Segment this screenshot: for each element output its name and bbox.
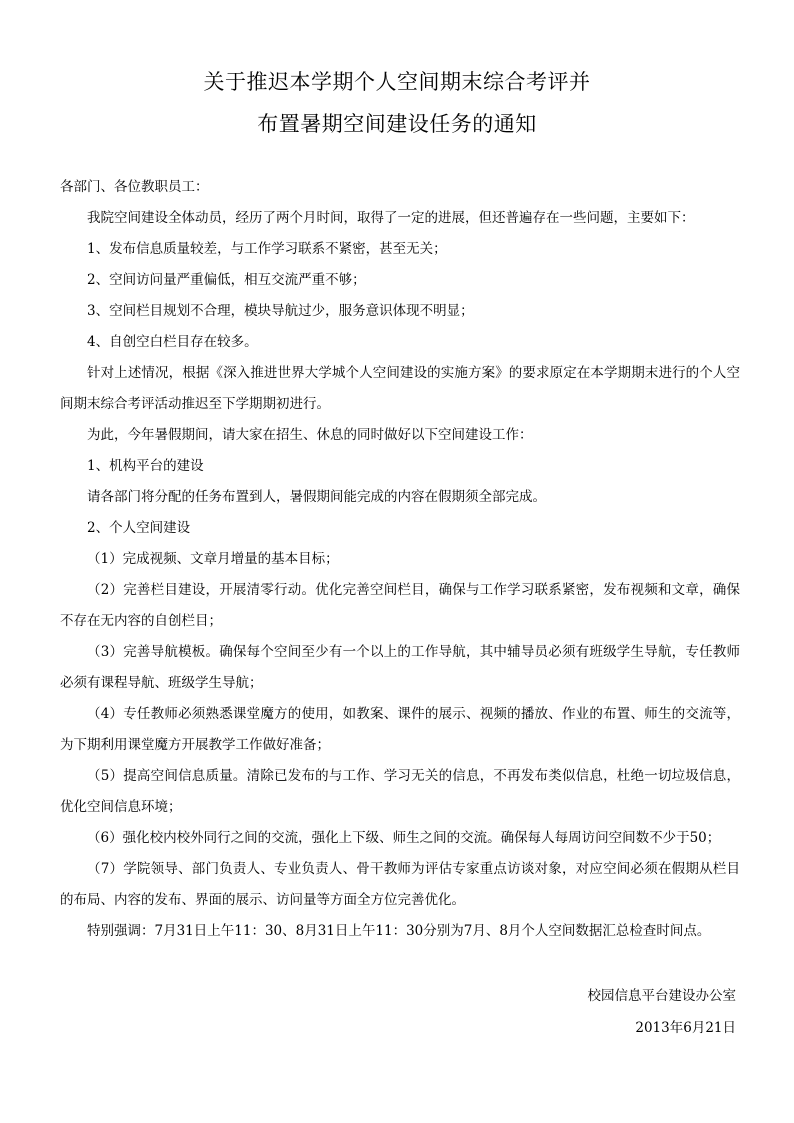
paragraph: （5）提高空间信息质量。清除已发布的与工作、学习无关的信息，不再发布类似信息，杜绝一切垃圾信息，优化空间信息环境； bbox=[60, 768, 740, 815]
paragraph: （3）完善导航模板。确保每个空间至少有一个以上的工作导航，其中辅导员必须有班级学生导航，专任教师必须有课程导航、班级学生导航； bbox=[60, 644, 740, 691]
paragraph: 针对上述情况，根据《深入推进世界大学城个人空间建设的实施方案》的要求原定在本学期期末进行的个人空间期末综合考评活动推迟至下学期期初进行。 bbox=[60, 365, 740, 412]
paragraph: 我院空间建设全体动员，经历了两个月时间，取得了一定的进展，但还普遍存在一些问题，主要如下： bbox=[87, 210, 695, 226]
paragraph: 1、机构平台的建设 bbox=[87, 458, 204, 474]
paragraph: （2）完善栏目建设，开展清零行动。优化完善空间栏目，确保与工作学习联系紧密，发布视频和文章，确保不存在无内容的自创栏目； bbox=[60, 582, 740, 629]
paragraph: 2、空间访问量严重偏低，相互交流严重不够； bbox=[87, 272, 366, 288]
paragraph: （1）完成视频、文章月增量的基本目标； bbox=[87, 551, 339, 567]
document-body bbox=[60, 172, 740, 947]
paragraph: （6）强化校内校外同行之间的交流，强化上下级、师生之间的交流。确保每人每周访问空间数不少于50； bbox=[87, 830, 721, 846]
paragraph: 1、发布信息质量较差，与工作学习联系不紧密，甚至无关； bbox=[87, 241, 447, 257]
paragraph: 4、自创空白栏目存在较多。 bbox=[87, 334, 258, 350]
paragraph: 特别强调：7月31日上午11：30、8月31日上午11：30分别为7月、8月个人空间数据汇总检查时间点。 bbox=[87, 923, 711, 939]
paragraph: （4）专任教师必须熟悉课堂魔方的使用，如教案、课件的展示、视频的播放、作业的布置、师生的交流等，为下期利用课堂魔方开展教学工作做好准备； bbox=[60, 706, 740, 753]
paragraph: 请各部门将分配的任务布置到人，暑假期间能完成的内容在假期须全部完成。 bbox=[87, 489, 546, 505]
paragraph: 3、空间栏目规划不合理，模块导航过少，服务意识体现不明显； bbox=[87, 303, 474, 319]
paragraph: 为此，今年暑假期间，请大家在招生、休息的同时做好以下空间建设工作： bbox=[87, 427, 533, 443]
document-title-line-2: 布置暑期空间建设任务的通知 bbox=[257, 112, 537, 136]
signature-date: 2013年6月21日 bbox=[635, 1020, 736, 1036]
paragraph: （7）学院领导、部门负责人、专业负责人、骨干教师为评估专家重点访谈对象，对应空间必须在假期从栏目的布局、内容的发布、界面的展示、访问量等方面全方位完善优化。 bbox=[60, 861, 740, 908]
document-title-line-1: 关于推迟本学期个人空间期末综合考评并 bbox=[203, 70, 591, 94]
signature-organization: 校园信息平台建设办公室 bbox=[587, 988, 736, 1004]
paragraph: 2、个人空间建设 bbox=[87, 520, 191, 536]
salutation: 各部门、各位教职员工： bbox=[60, 179, 209, 195]
